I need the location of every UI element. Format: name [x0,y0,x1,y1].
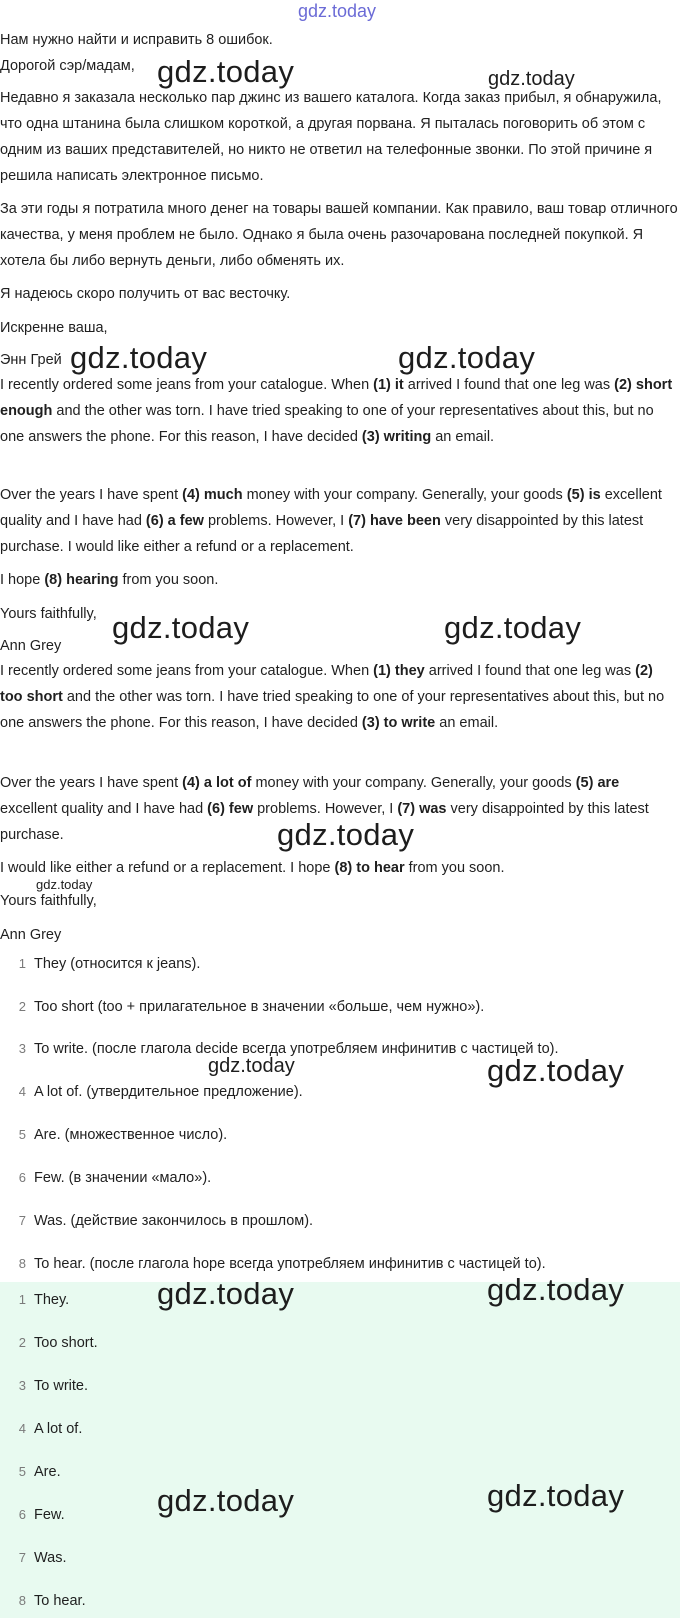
watermark: gdz.today [157,1276,295,1311]
mistake-5: (5) is [566,487,601,503]
answer-item-2: 2 Too short. [18,1335,98,1351]
instruction-text: Нам нужно найти и исправить 8 ошибок. [0,32,273,48]
original-paragraph-3: I hope (8) hearing from you soon. [0,572,219,588]
explanation-item-7: 7 Was. (действие закончилось в прошлом). [18,1213,314,1229]
watermark: gdz.today [112,610,250,645]
watermark: gdz.today [36,877,93,892]
correction-1: (1) they [373,663,425,679]
mistake-8: (8) hearing [44,572,119,588]
corrected-paragraph-1: I recently ordered some jeans from your catalogue. When (1) they arrived I found that one leg was (2) too short and the other was torn. I have tried speaking to one of your representatives about this, but no one answers the phone. For this reason, I have decided (3) to write an email. [0,663,665,731]
explanation-item-6: 6 Few. (в значении «мало»). [18,1170,212,1186]
mistake-7: (7) have been [348,513,441,529]
mistake-3: (3) writing [361,429,432,445]
mistake-1: (1) it [373,377,404,393]
ru-closing: Искренне ваша, [0,320,108,336]
answer-item-8: 8 To hear. [18,1593,86,1609]
watermark: gdz.today [70,340,208,375]
correction-7: (7) was [397,801,447,817]
ru-greeting: Дорогой сэр/мадам, [0,58,135,74]
mistake-2: (2) short enough [0,377,673,419]
watermark: gdz.today [157,54,295,89]
correction-6: (6) few [207,801,254,817]
answers-background [0,1282,680,1618]
watermark: gdz.today [277,817,415,852]
watermark: gdz.today [487,1272,625,1307]
watermark: gdz.today [488,68,575,90]
explanation-item-5: 5 Are. (множественное число). [18,1127,228,1143]
original-closing: Yours faithfully, [0,606,97,622]
answer-item-4: 4 A lot of. [18,1421,83,1437]
correction-4: (4) a lot of [182,775,252,791]
mistake-6: (6) a few [145,513,204,529]
ru-paragraph-2: За эти годы я потратила много денег на товары вашей компании. Как правило, ваш товар отличного качества, у меня проблем не было. Однако я была очень разочарована последней покупкой. Я хотела бы либо вернуть деньги, либо обменять их. [0,201,678,269]
corrected-paragraph-2: Over the years I have spent (4) a lot of money with your company. Generally, your goods (5) are excellent quality and I have had (6) few problems. However, I (7) was very disappointed by this latest purchase. [0,775,649,843]
answer-item-5: 5 Are. [18,1464,61,1480]
answer-item-3: 3 To write. [18,1378,88,1394]
watermark: gdz.today [157,1483,295,1518]
explanation-item-2: 2 Too short (too + прилагательное в значении «больше, чем нужно»). [18,999,485,1015]
explanation-item-8: 8 To hear. (после глагола hope всегда употребляем инфинитив с частицей to). [18,1256,546,1272]
answer-item-6: 6 Few. [18,1507,65,1523]
top-watermark-logo: gdz.today [298,1,377,21]
explanation-item-3: 3 To write. (после глагола decide всегда употребляем инфинитив с частицей to). [18,1041,559,1057]
explanation-item-1: 1 They (относится к jeans). [18,956,201,972]
ru-name: Энн Грей [0,352,62,368]
corrected-closing: Yours faithfully, [0,893,97,909]
original-paragraph-1: I recently ordered some jeans from your catalogue. When (1) it arrived I found that one leg was (2) short enough and the other was torn. I have tried speaking to one of your representatives about this, but no one answers the phone. For this reason, I have decided (3) writing an email. [0,377,673,445]
original-paragraph-2: Over the years I have spent (4) much money with your company. Generally, your goods (5) is excellent quality and I have had (6) a few problems. However, I (7) have been very disappointed by this latest purchase. I would like either a refund or a replacement. [0,487,662,555]
answer-item-7: 7 Was. [18,1550,67,1566]
correction-8: (8) to hear [334,860,405,876]
ru-paragraph-1: Недавно я заказала несколько пар джинс из вашего каталога. Когда заказ прибыл, я обнаружила, что одна штанина была слишком короткой, а другая порвана. Я пыталась поговорить об этом с одним из ваших представителей, но никто не ответил на телефонные звонки. По этой причине я решила написать электронное письмо. [0,90,662,184]
watermark: gdz.today [208,1055,295,1077]
correction-3: (3) to write [361,715,436,731]
original-name: Ann Grey [0,638,62,654]
watermark: gdz.today [444,610,582,645]
mistake-4: (4) much [182,487,243,503]
correction-2: (2) too short [0,663,653,705]
ru-paragraph-3: Я надеюсь скоро получить от вас весточку. [0,286,291,302]
correction-5: (5) are [575,775,620,791]
watermark: gdz.today [487,1053,625,1088]
answer-item-1: 1 They. [18,1292,70,1308]
watermark: gdz.today [398,340,536,375]
corrected-paragraph-3: I would like either a refund or a replacement. I hope (8) to hear from you soon. [0,860,505,876]
corrected-name: Ann Grey [0,927,62,943]
watermark: gdz.today [487,1478,625,1513]
explanation-item-4: 4 A lot of. (утвердительное предложение). [18,1084,303,1100]
